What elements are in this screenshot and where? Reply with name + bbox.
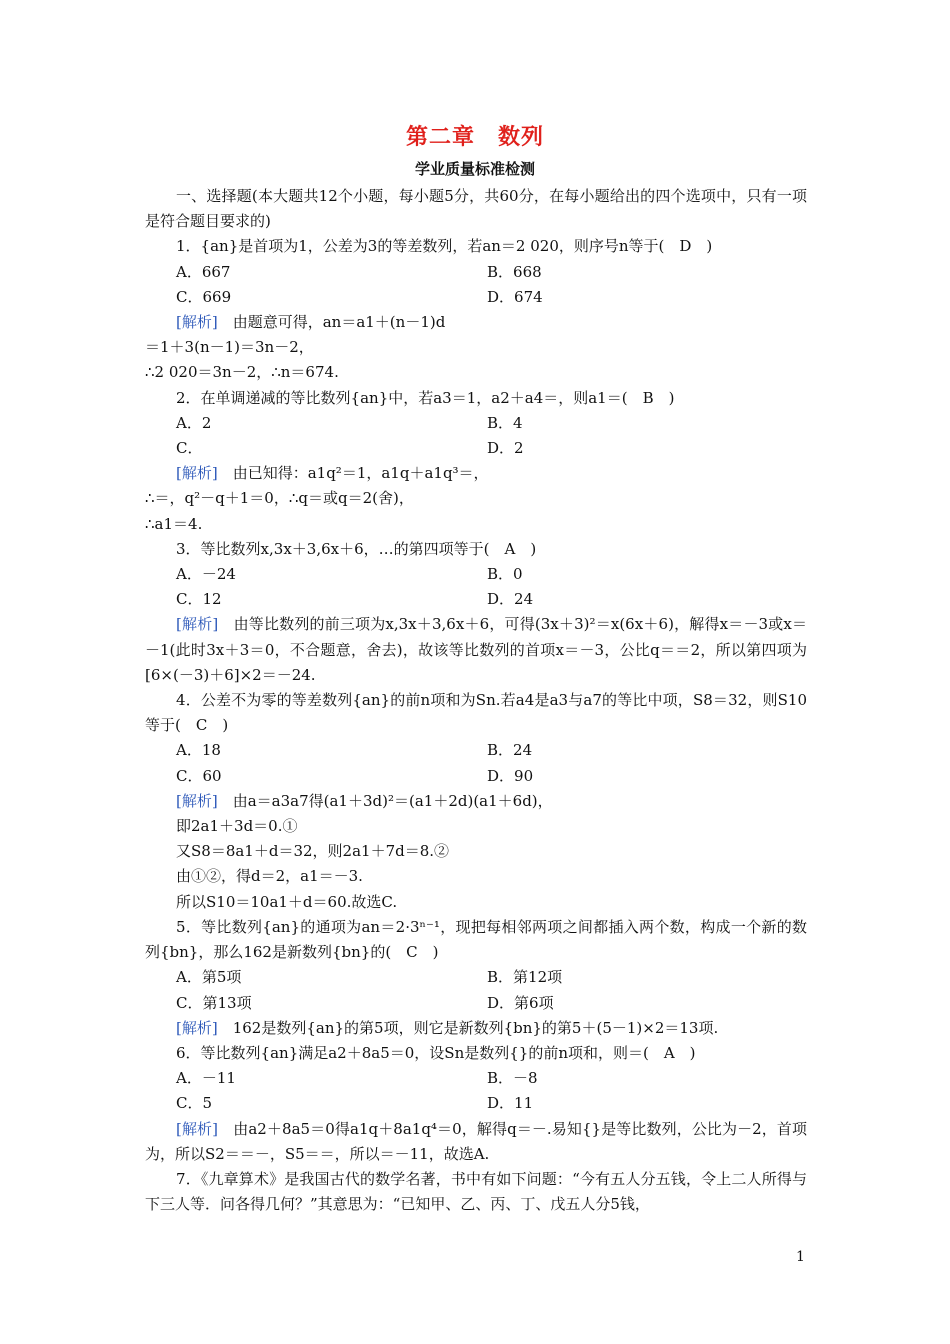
question-1-options-row-1 [145, 260, 807, 285]
option-b: B．24 [487, 741, 533, 760]
option-d: D．第6项 [487, 993, 554, 1012]
option-c: C．第13项 [176, 993, 252, 1012]
page-number: 1 [796, 1249, 805, 1265]
question-2-solution-line: [解析] 由已知得：a1q²＝1，a1q＋a1q³＝， [176, 464, 489, 483]
chapter-title: 第二章 数列 [405, 124, 544, 150]
option-a: A．667 [176, 262, 231, 281]
question-4-solution-line: 所以S10＝10a1＋d＝60.故选C. [176, 892, 398, 911]
option-a: A．－11 [176, 1069, 236, 1088]
question-3-stem: 3．等比数列x,3x＋3,6x＋6，…的第四项等于( A ) [176, 539, 537, 558]
question-5-options-row-2 [145, 991, 807, 1016]
option-d: D．90 [487, 766, 534, 785]
analysis-tag: [解析] [176, 1018, 218, 1037]
question-2-options-row-1 [145, 411, 807, 436]
option-c: C．12 [176, 590, 222, 609]
question-1-options-row-2 [145, 285, 807, 310]
test-subtitle: 学业质量标准检测 [414, 160, 535, 178]
question-6-solution: [解析] 由a2＋8a5＝0得a1q＋8a1q⁴＝0，解得q＝－.易知{}是等比数列，公比为－2，首项为，所以S2＝＝－，S5＝＝，所以＝－11，故选A. [145, 1119, 807, 1163]
option-b: B．0 [487, 565, 523, 584]
analysis-tag: [解析] [176, 1119, 219, 1138]
analysis-tag: [解析] [176, 313, 218, 332]
question-3-options-row-1 [145, 562, 807, 587]
document-body [145, 184, 807, 1217]
question-1-solution-line: ∴2 020＝3n－2，∴n＝674. [145, 363, 339, 382]
option-b: B．4 [487, 413, 523, 432]
option-b: B．668 [487, 262, 542, 281]
option-a: A．－24 [176, 565, 236, 584]
question-1-stem: 1．{an}是首项为1，公差为3的等差数列，若an＝2 020，则序号n等于( D ) [176, 237, 713, 256]
option-b: B．第12项 [487, 968, 563, 987]
question-6-options-row-2 [145, 1091, 807, 1116]
question-6-options-row-1 [145, 1066, 807, 1091]
question-4-solution-line: 又S8＝8a1＋d＝32，则2a1＋7d＝8.② [176, 842, 450, 861]
question-4-solution-line: 由①②，得d＝2，a1＝－3. [176, 867, 363, 886]
section-intro: 一、选择题(本大题共12个小题，每小题5分，共60分，在每小题给出的四个选项中，只有一项是符合题目要求的) [145, 187, 807, 231]
question-2-solution-line: ∴a1＝4. [145, 514, 203, 533]
option-a: A．18 [176, 741, 221, 760]
question-4-solution-line: [解析] 由a＝a3a7得(a1＋3d)²＝(a1＋2d)(a1＋6d)， [176, 791, 553, 810]
option-b: B．－8 [487, 1069, 538, 1088]
analysis-tag: [解析] [176, 791, 218, 810]
option-d: D．2 [487, 439, 524, 458]
question-4-options-row-1 [145, 738, 807, 763]
question-1-solution-line: ＝1＋3(n－1)＝3n－2， [145, 338, 314, 357]
question-3-options-row-2 [145, 587, 807, 612]
option-a: A．第5项 [176, 968, 242, 987]
question-5-stem: 5．等比数列{an}的通项为an＝2·3ⁿ⁻¹，现把每相邻两项之间都插入两个数，构成一个新的数列{bn}，那么162是新数列{bn}的( C ) [145, 917, 807, 962]
option-c: C．5 [176, 1094, 213, 1113]
question-2-solution-line: ∴＝，q²－q＋1＝0，∴q＝或q＝2(舍)， [145, 489, 414, 508]
question-7-stem: 7．《九章算术》是我国古代的数学名著，书中有如下问题：“今有五人分五钱，令上二人所得与下三人等．问各得几何？”其意思为：“已知甲、乙、丙、丁、戊五人分5钱， [145, 1169, 807, 1214]
question-2-stem: 2．在单调递减的等比数列{an}中，若a3＝1，a2＋a4＝，则a1＝( B ) [176, 388, 675, 407]
option-d: D．674 [487, 287, 543, 306]
analysis-tag: [解析] [176, 464, 218, 483]
question-4-stem: 4．公差不为零的等差数列{an}的前n项和为Sn.若a4是a3与a7的等比中项，S8＝32，则S10等于( C ) [145, 691, 807, 735]
question-6-stem: 6．等比数列{an}满足a2＋8a5＝0，设Sn是数列{}的前n项和，则＝( A ) [176, 1043, 696, 1062]
option-a: A．2 [176, 413, 212, 432]
question-5-options-row-1 [145, 965, 807, 990]
option-c: C． [176, 439, 203, 458]
question-4-solution-line: 即2a1＋3d＝0.① [176, 817, 298, 836]
question-1-solution-line: [解析] 由题意可得，an＝a1＋(n－1)d [176, 313, 446, 332]
option-c: C．669 [176, 287, 232, 306]
option-d: D．11 [487, 1094, 534, 1113]
question-5-solution: [解析] 162是数列{an}的第5项，则它是新数列{bn}的第5＋(5－1)×2＝13项. [176, 1018, 719, 1037]
question-3-solution: [解析] 由等比数列的前三项为x,3x＋3,6x＋6，可得(3x＋3)²＝x(6x＋6)，解得x＝－3或x＝－1(此时3x＋3＝0，不合题意，舍去)，故该等比数列的首项x＝－3，公比q＝＝2，所以第四项为[6×(－3)＋6]×2＝－24. [145, 615, 807, 684]
option-c: C．60 [176, 766, 222, 785]
question-2-options-row-2 [145, 436, 807, 461]
option-d: D．24 [487, 590, 534, 609]
question-4-options-row-2 [145, 764, 807, 789]
analysis-tag: [解析] [176, 615, 219, 634]
